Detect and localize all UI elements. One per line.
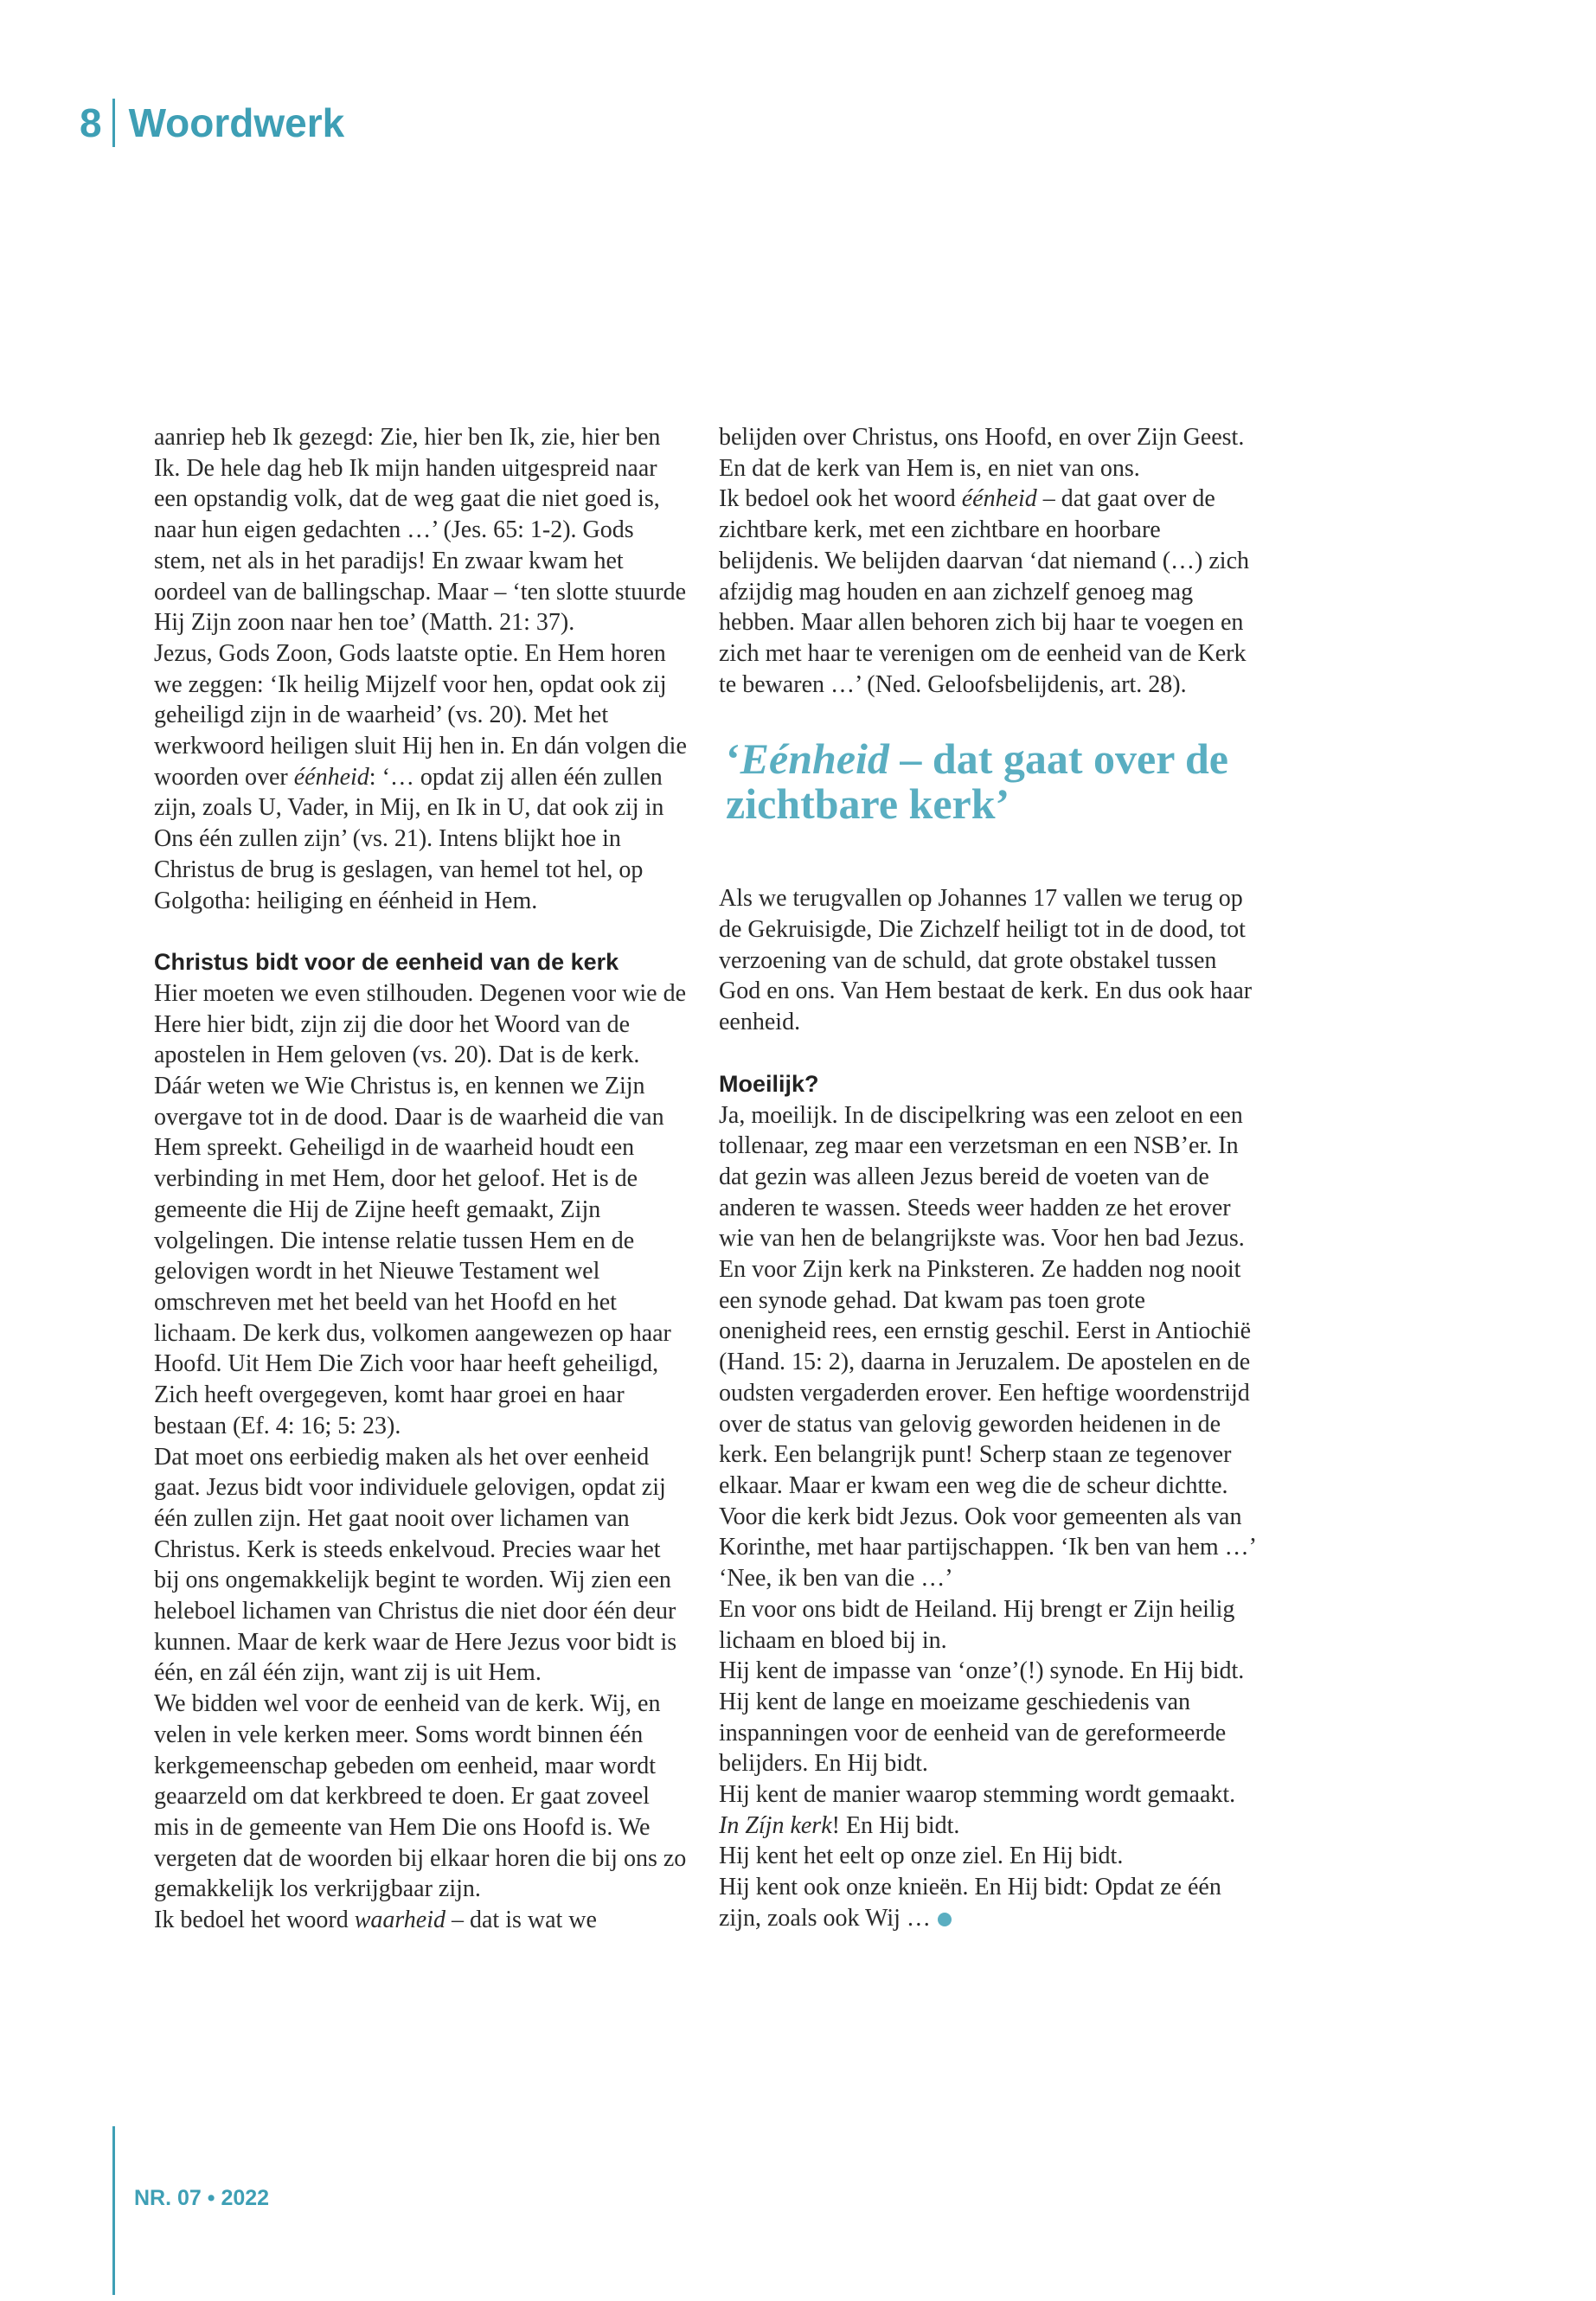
paragraph: Ik bedoel het woord waarheid – dat is wat we xyxy=(154,1907,597,1934)
right-column xyxy=(719,422,1255,1934)
paragraph: Als we terugvallen op Johannes 17 vallen we terug op de Gekruisigde, Die Zichzelf heiligt tot in de dood, tot verzoening van de schuld, dat grote obstakel tussen God en ons. Van Hem bestaat de kerk. En dus ook haar eenheid. xyxy=(719,885,1253,1036)
paragraph: Hij kent het eelt op onze ziel. En Hij bidt. xyxy=(719,1843,1124,1870)
page-number: 8 xyxy=(80,100,102,145)
header-divider xyxy=(112,99,115,147)
paragraph: Hij kent de manier waarop stemming wordt gemaakt. In Zíjn kerk! En Hij bidt. xyxy=(719,1781,1236,1839)
paragraph: En voor ons bidt de Heiland. Hij brengt er Zijn heilig lichaam en bloed bij in. xyxy=(719,1595,1235,1654)
paragraph: Hij kent de impasse van ‘onze’(!) synode. En Hij bidt. xyxy=(719,1657,1245,1685)
left-column xyxy=(154,422,690,1936)
paragraph: Hij kent ook onze knieën. En Hij bidt: Opdat ze één zijn, zoals ook Wij … xyxy=(719,1874,1221,1932)
paragraph: En voor Zijn kerk na Pinksteren. Ze hadden nog nooit een synode gehad. Dat kwam pas toen grote onenigheid rees, een ernstig geschil. Eerst in Antiochië (Hand. 15: 2), daarna in Jeruzalem. De apostelen en de oudsten vergaderden erover. Een heftige woordenstrijd over de status van gelovig geworden heidenen in de kerk. Een belangrijk punt! Scherp staan ze tegenover elkaar. Maar er kwam een weg die de scheur dichtte. xyxy=(719,1256,1252,1499)
paragraph: Jezus, Gods Zoon, Gods laatste optie. En Hem horen we zeggen: ‘Ik heilig Mijzelf voor hen, opdat ook zij geheiligd zijn in de waarheid’ (vs. 20). Met het werkwoord heiligen sluit Hij hen in. En dán volgen die woorden over éénheid: ‘… opdat zij allen één zullen zijn, zoals U, Vader, in Mij, en Ik in U, dat ook zij in Ons één zullen zijn’ (vs. 21). Intens blijkt hoe in Christus de brug is geslagen, van hemel tot hel, op Golgotha: heiliging en éénheid in Hem. xyxy=(154,639,687,914)
subheading: Moeilijk? xyxy=(719,1070,819,1097)
paragraph: We bidden wel voor de eenheid van de kerk. Wij, en velen in vele kerken meer. Soms wordt binnen één kerkgemeenschap gebeden om eenheid, maar wordt geaarzeld om dat kerkbreed te doen. Er gaat zoveel mis in de gemeente van Hem Die ons Hoofd is. We vergeten dat de woorden bij elkaar horen die bij ons zo gemakkelijk los verkrijgbaar zijn. xyxy=(154,1690,687,1903)
paragraph: Hier moeten we even stilhouden. Degenen voor wie de Here hier bidt, zijn zij die door het Woord van de apostelen in Hem geloven (vs. 20). Dat is de kerk. Dáár weten we Wie Christus is, en kennen we Zijn overgave tot in de dood. Daar is de waarheid die van Hem spreekt. Geheiligd in de waarheid houdt een verbinding in met Hem, door het geloof. Het is de gemeente die Hij de Zijne heeft gemaakt, Zijn volgelingen. Die intense relatie tussen Hem en de gelovigen wordt in het Nieuwe Testament wel omschreven met het beeld van het Hoofd en het lichaam. De kerk dus, volkomen aangewezen op haar Hoofd. Uit Hem Die Zich voor haar heeft geheiligd, Zich heeft overgegeven, komt haar groei en haar bestaan (Ef. 4: 16; 5: 23). xyxy=(154,979,687,1439)
paragraph: Dat moet ons eerbiedig maken als het over eenheid gaat. Jezus bidt voor individuele gelovigen, opdat zij één zullen zijn. Het gaat nooit over lichamen van Christus. Kerk is steeds enkelvoud. Precies waar het bij ons ongemakkelijk begint te worden. Wij zien een heleboel lichamen van Christus die niet door één deur kunnen. Maar de kerk waar de Here Jezus voor bidt is één, en zál één zijn, want zij is uit Hem. xyxy=(154,1443,677,1687)
subheading: Christus bidt voor de eenheid van de kerk xyxy=(154,949,619,976)
paragraph: aanriep heb Ik gezegd: Zie, hier ben Ik, zie, hier ben Ik. De hele dag heb Ik mijn handen uitgespreid naar een opstandig volk, dat de weg gaat die niet goed is, naar hun eigen gedachten …’ (Jes. 65: 1-2). Gods stem, net als in het paradijs! En zwaar kwam het oordeel van de ballingschap. Maar – ‘ten slotte stuurde Hij Zijn zoon naar hen toe’ (Matth. 21: 37). xyxy=(154,424,687,637)
paragraph: belijden over Christus, ons Hoofd, en over Zijn Geest. En dat de kerk van Hem is, en niet van ons. xyxy=(719,424,1245,482)
end-mark-icon xyxy=(938,1913,952,1926)
paragraph: Hij kent de lange en moeizame geschiedenis van inspanningen voor de eenheid van de gereformeerde belijders. En Hij bidt. xyxy=(719,1688,1227,1778)
paragraph: Voor die kerk bidt Jezus. Ook voor gemeenten als van Korinthe, met haar partijschappen. ‘Ik ben van hem …’ ‘Nee, ik ben van die …’ xyxy=(719,1503,1255,1593)
pull-quote: ‘Eénheid – dat gaat over de zichtbare kerk’ xyxy=(726,734,1228,829)
issue-label: NR. 07 • 2022 xyxy=(134,2186,270,2210)
section-title: Woordwerk xyxy=(128,100,345,145)
page-header xyxy=(80,97,344,149)
paragraph: Ja, moeilijk. In de discipelkring was een zeloot en een tollenaar, zeg maar een verzetsman en een NSB’er. In dat gezin was alleen Jezus bereid de voeten van de anderen te wassen. Steeds weer hadden ze het erover wie van hen de belangrijkste was. Voor hen bad Jezus. xyxy=(719,1101,1245,1253)
paragraph: Ik bedoel ook het woord éénheid – dat gaat over de zichtbare kerk, met een zichtbare en hoorbare belijdenis. We belijden daarvan ‘dat niemand (…) zich afzijdig mag houden en aan zichzelf genoeg mag hebben. Maar allen behoren zich bij haar te voegen en zich met haar te verenigen om de eenheid van de Kerk te bewaren …’ (Ned. Geloofsbelijdenis, art. 28). xyxy=(719,485,1250,698)
footer-divider xyxy=(112,2126,115,2295)
